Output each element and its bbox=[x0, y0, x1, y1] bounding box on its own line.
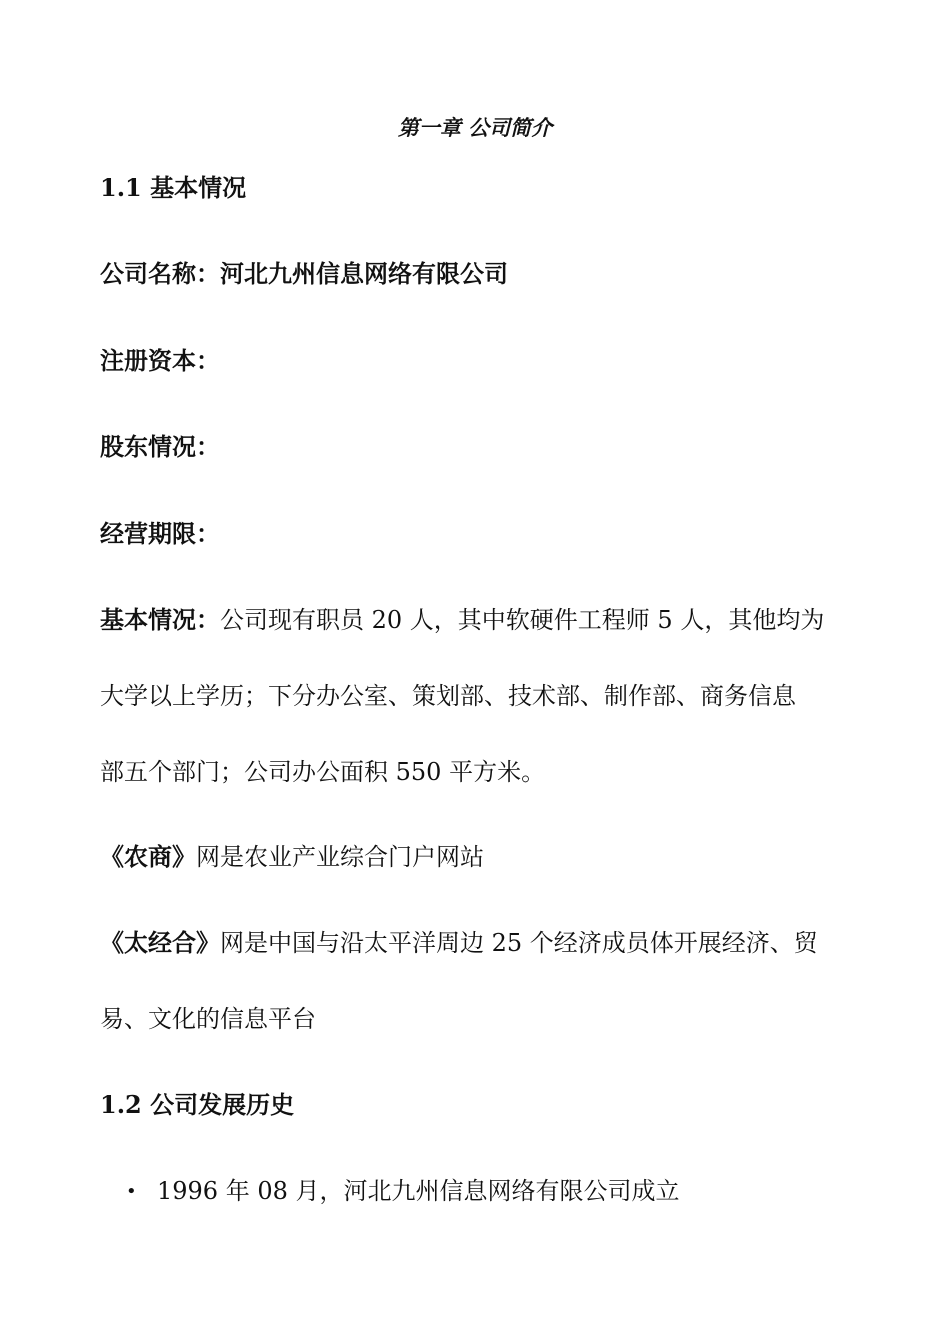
taijinghe-line-1 bbox=[100, 925, 860, 961]
registered-capital-label: 注册资本： bbox=[100, 346, 220, 375]
company-name-line bbox=[100, 256, 860, 292]
basic-info-line-2: 大学以上学历；下分办公室、策划部、技术部、制作部、商务信息 bbox=[100, 682, 796, 710]
basic-info-label: 基本情况： bbox=[100, 605, 220, 634]
bullet-icon: • bbox=[126, 1181, 137, 1202]
basic-info-text-1: 公司现有职员 20 人，其中软硬件工程师 5 人，其他均为 bbox=[220, 606, 825, 634]
shareholders-label: 股东情况： bbox=[100, 432, 220, 461]
history-item-text: 1996 年 08 月，河北九州信息网络有限公司成立 bbox=[157, 1177, 680, 1205]
taijinghe-name: 《太经合》 bbox=[100, 928, 220, 957]
taijinghe-line-2: 易、文化的信息平台 bbox=[100, 1005, 316, 1033]
section-heading-1-2: 1.2 公司发展历史 bbox=[100, 1090, 295, 1119]
nongshang-line bbox=[100, 839, 860, 875]
company-name-value: 河北九州信息网络有限公司 bbox=[220, 259, 508, 288]
company-name-label: 公司名称： bbox=[100, 259, 220, 288]
nongshang-desc: 网是农业产业综合门户网站 bbox=[196, 843, 484, 871]
taijinghe-desc-1: 网是中国与沿太平洋周边 25 个经济成员体开展经济、贸 bbox=[220, 929, 818, 957]
basic-info-line-3: 部五个部门；公司办公面积 550 平方米。 bbox=[100, 758, 546, 786]
section-heading-1-1: 1.1 基本情况 bbox=[100, 173, 247, 202]
nongshang-name: 《农商》 bbox=[100, 842, 196, 871]
chapter-title: 第一章 公司简介 bbox=[397, 115, 553, 140]
basic-info-line-1 bbox=[100, 602, 860, 638]
operating-period-label: 经营期限： bbox=[100, 519, 220, 548]
